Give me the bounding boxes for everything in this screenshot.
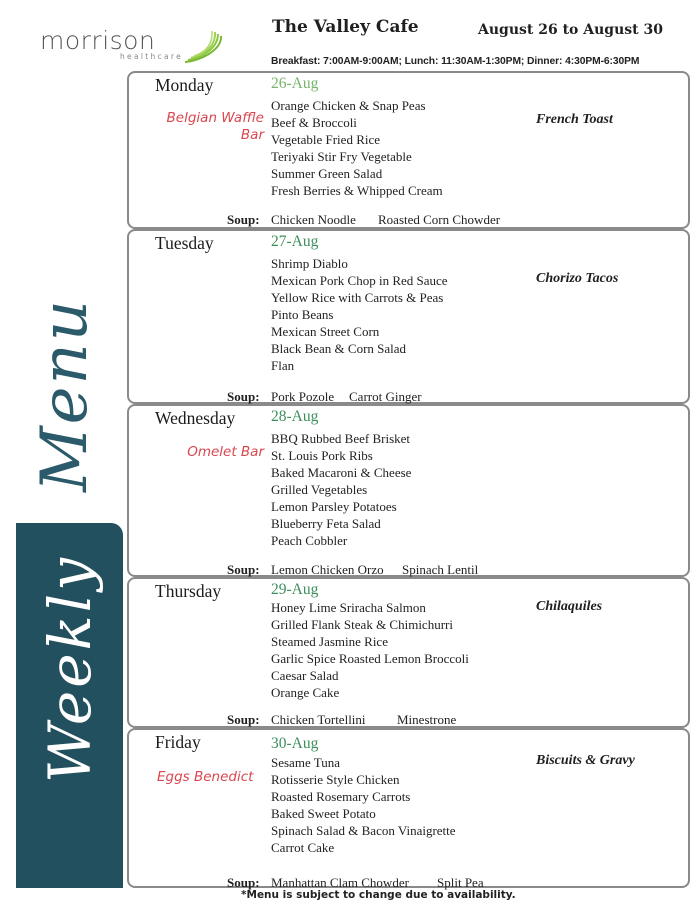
breakfast-special: Biscuits & Gravy [536,753,635,768]
breakfast-special: French Toast [536,112,613,127]
menu-item: Flan [271,358,295,373]
soup-label: Soup: [227,712,260,727]
soup-1: Chicken Noodle [271,212,356,227]
soup-2: Roasted Corn Chowder [378,212,501,227]
soup-2: Split Pea [437,875,484,890]
menu-item: Black Bean & Corn Salad [271,341,407,356]
meal-hours: Breakfast: 7:00AM-9:00AM; Lunch: 11:30AM-1:30PM; Dinner: 4:30PM-6:30PM [271,56,640,67]
special-line: Bar [240,127,264,143]
menu-script-text: Menu [28,298,102,492]
breakfast-special: Chilaquiles [536,599,603,614]
menu-item: Carrot Cake [271,840,335,855]
menu-item: Baked Macaroni & Cheese [271,465,412,480]
morrison-healthcare-logo [40,28,220,68]
menu-items [271,97,443,199]
day-name: Tuesday [155,233,214,253]
menu-items [271,754,456,856]
soup-label: Soup: [227,875,260,890]
menu-item: Grilled Vegetables [271,482,368,497]
day-date: 29-Aug [271,581,319,598]
day-card-monday [127,71,690,229]
menu-item: Orange Cake [271,685,340,700]
day-date: 27-Aug [271,233,319,250]
side-banner-weekly [16,523,123,888]
menu-item: Pinto Beans [271,307,334,322]
menu-item: Shrimp Diablo [271,256,348,271]
menu-item: Sesame Tuna [271,755,340,770]
menu-items [271,599,469,701]
menu-item: Mexican Street Corn [271,324,380,339]
menu-item: Garlic Spice Roasted Lemon Broccoli [271,651,469,666]
date-range: August 26 to August 30 [478,22,663,38]
day-date: 28-Aug [271,408,319,425]
menu-item: Blueberry Feta Salad [271,516,381,531]
menu-item: Steamed Jasmine Rice [271,634,388,649]
station-special [167,110,264,144]
menu-item: Beef & Broccoli [271,115,357,130]
menu-item: Summer Green Salad [271,166,383,181]
availability-disclaimer: *Menu is subject to change due to availability. [241,889,516,901]
menu-item: Vegetable Fried Rice [271,132,381,147]
green-swoosh-icon [182,26,224,66]
soup-2: Minestrone [397,712,457,727]
weekly-script-text: Weekly [35,555,104,783]
soup-1: Lemon Chicken Orzo [271,562,384,577]
menu-item: Caesar Salad [271,668,339,683]
day-name: Thursday [155,581,222,601]
menu-item: St. Louis Pork Ribs [271,448,373,463]
side-banner-menu [10,290,120,500]
day-date: 30-Aug [271,735,319,752]
day-name: Friday [155,732,201,752]
menu-item: Lemon Parsley Potatoes [271,499,397,514]
logo-subtitle: healthcare [120,52,183,61]
day-name: Monday [155,75,214,95]
day-card-tuesday [127,229,690,404]
cafe-title: The Valley Cafe [272,17,419,37]
soup-2: Carrot Ginger [349,389,422,404]
day-date: 26-Aug [271,75,319,92]
menu-item: Baked Sweet Potato [271,806,376,821]
soup-label: Soup: [227,389,260,404]
soup-1: Manhattan Clam Chowder [271,875,409,890]
soup-2: Spinach Lentil [402,562,479,577]
menu-item: Mexican Pork Chop in Red Sauce [271,273,448,288]
day-name: Wednesday [155,408,236,428]
menu-item: BBQ Rubbed Beef Brisket [271,431,411,446]
menu-item: Honey Lime Sriracha Salmon [271,600,426,615]
menu-items [271,255,448,374]
day-card-thursday [127,577,690,728]
breakfast-special: Chorizo Tacos [536,271,619,286]
menu-item: Fresh Berries & Whipped Cream [271,183,443,198]
menu-item: Teriyaki Stir Fry Vegetable [271,149,412,164]
soup-label: Soup: [227,562,260,577]
menu-item: Roasted Rosemary Carrots [271,789,411,804]
menu-item: Orange Chicken & Snap Peas [271,98,426,113]
menu-item: Spinach Salad & Bacon Vinaigrette [271,823,456,838]
menu-item: Grilled Flank Steak & Chimichurri [271,617,453,632]
day-card-friday [127,728,690,888]
logo-wordmark: morrison [40,26,156,55]
day-card-wednesday [127,404,690,577]
soup-1: Chicken Tortellini [271,712,366,727]
menu-items [271,430,411,549]
station-special: Omelet Bar [187,444,264,460]
menu-item: Peach Cobbler [271,533,348,548]
station-special: Eggs Benedict [157,769,254,785]
soup-1: Pork Pozole [271,389,335,404]
menu-item: Yellow Rice with Carrots & Peas [271,290,444,305]
special-line: Belgian Waffle [166,110,264,126]
menu-item: Rotisserie Style Chicken [271,772,400,787]
soup-label: Soup: [227,212,260,227]
